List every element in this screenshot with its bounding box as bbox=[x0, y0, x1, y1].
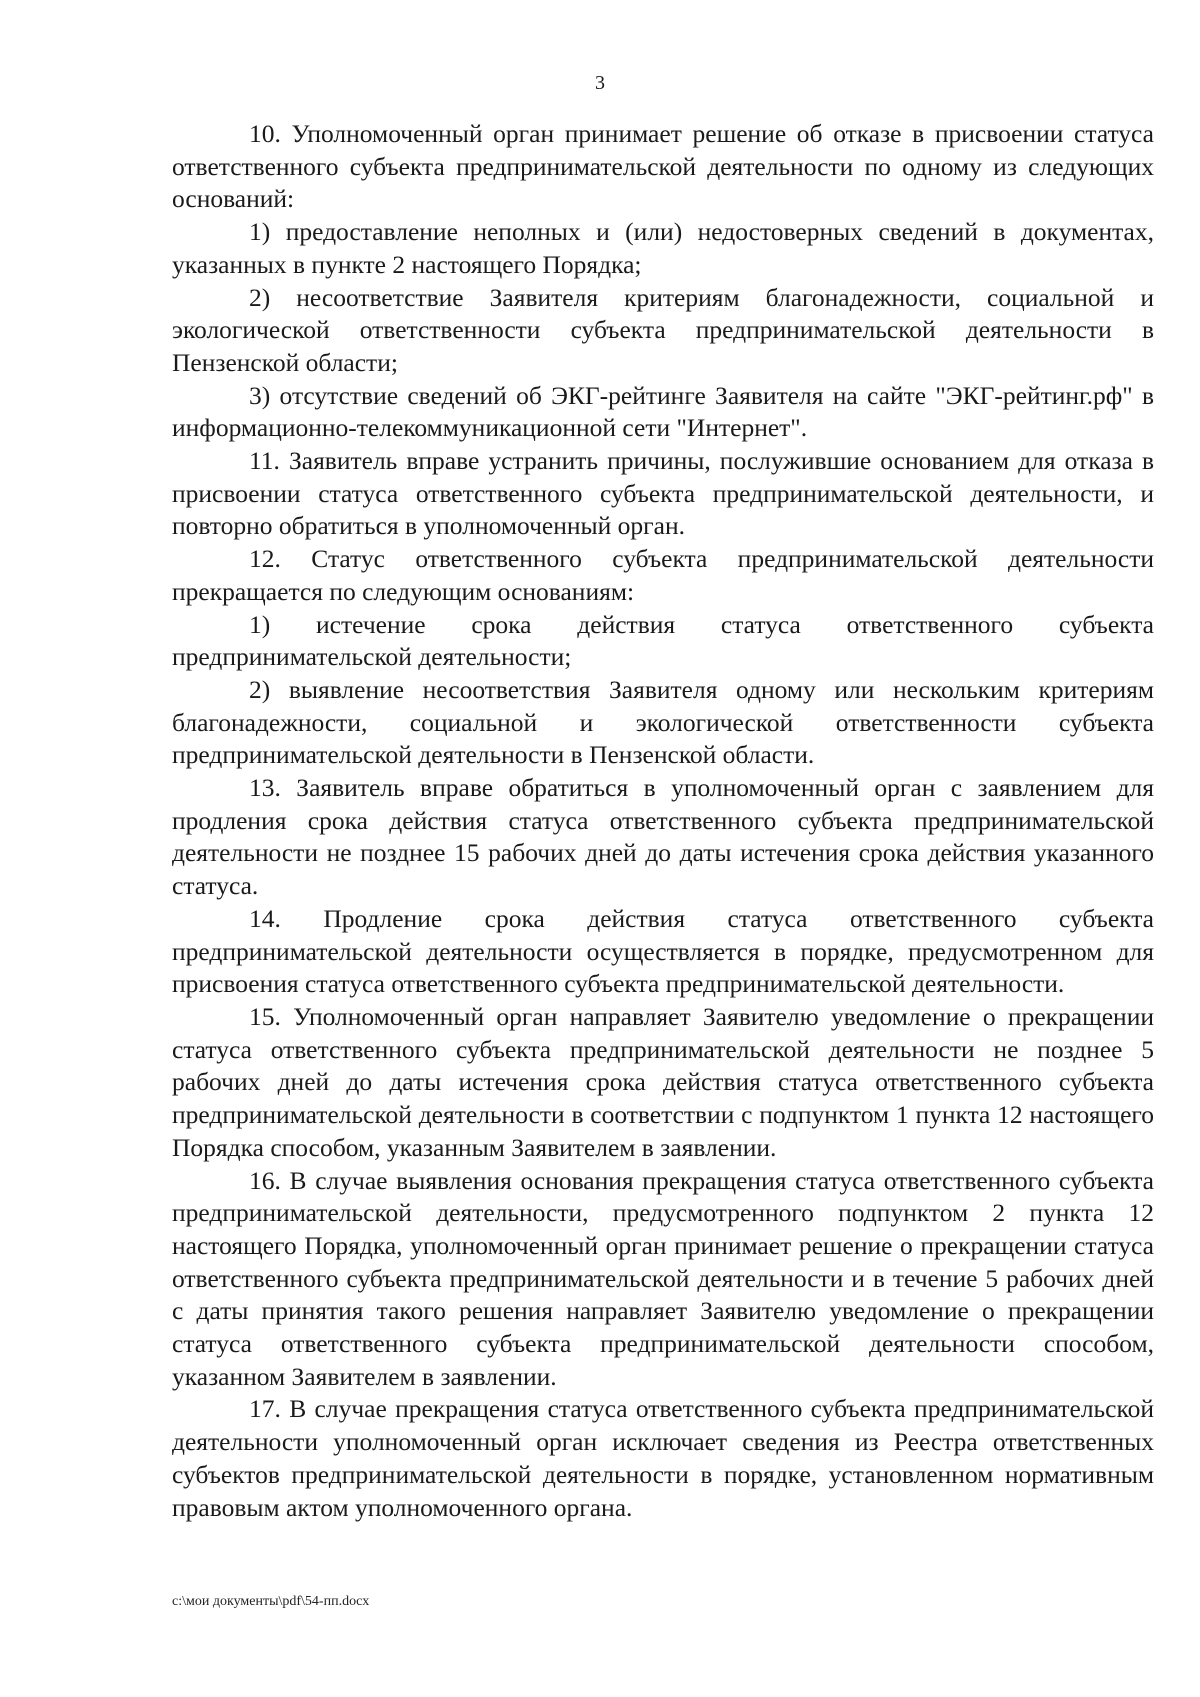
paragraph-17: 17. В случае прекращения статуса ответственного субъекта предпринимательской деятельности уполномоченный орган исключает сведения из Реестра ответственных субъектов предпринимательской деятельности в порядке, установленном нормативным правовым актом уполномоченного органа. bbox=[172, 1394, 1154, 1522]
paragraph-14: 14. Продление срока действия статуса ответственного субъекта предпринимательской деятельности осуществляется в порядке, предусмотренном для присвоения статуса ответственного субъекта предпринимательской деятельности. bbox=[172, 903, 1154, 999]
document-body bbox=[172, 118, 1154, 1524]
paragraph-10-item-2: 2) несоответствие Заявителя критериям благонадежности, социальной и экологической ответственности субъекта предпринимательской деятельности в Пензенской области; bbox=[172, 282, 1154, 377]
paragraph-12-item-1: 1) истечение срока действия статуса ответственного субъекта предпринимательской деятельности; bbox=[172, 609, 1154, 672]
paragraph-12-item-2: 2) выявление несоответствия Заявителя одному или нескольким критериям благонадежности, социальной и экологической ответственности субъекта предпринимательской деятельности в Пензенской области. bbox=[172, 674, 1154, 770]
file-path-footer: c:\мои документы\pdf\54-пп.docx bbox=[172, 1594, 370, 1609]
page-number: 3 bbox=[595, 72, 605, 94]
paragraph-10-item-3: 3) отсутствие сведений об ЭКГ-рейтинге Заявителя на сайте "ЭКГ-рейтинг.рф" в информационно-телекоммуникационной сети "Интернет". bbox=[172, 380, 1154, 443]
paragraph-11: 11. Заявитель вправе устранить причины, послужившие основанием для отказа в присвоении статуса ответственного субъекта предпринимательской деятельности, и повторно обратиться в уполномоченный орган. bbox=[172, 446, 1154, 541]
paragraph-10: 10. Уполномоченный орган принимает решение об отказе в присвоении статуса ответственного субъекта предпринимательской деятельности по одному из следующих оснований: bbox=[172, 119, 1154, 214]
paragraph-13: 13. Заявитель вправе обратиться в уполномоченный орган с заявлением для продления срока действия статуса ответственного субъекта предпринимательской деятельности не позднее 15 рабочих дней до даты истечения срока действия указанного статуса. bbox=[172, 773, 1154, 901]
paragraph-10-item-1: 1) предоставление неполных и (или) недостоверных сведений в документах, указанных в пункте 2 настоящего Порядка; bbox=[172, 217, 1154, 279]
paragraph-15: 15. Уполномоченный орган направляет Заявителю уведомление о прекращении статуса ответственного субъекта предпринимательской деятельности не позднее 5 рабочих дней до даты истечения срока действия статуса ответственного субъекта предпринимательской деятельности в соответствии с подпунктом 1 пункта 12 настоящего Порядка способом, указанным Заявителем в заявлении. bbox=[172, 1001, 1154, 1162]
paragraph-12: 12. Статус ответственного субъекта предпринимательской деятельности прекращается по следующим основаниям: bbox=[172, 544, 1154, 606]
paragraph-16: 16. В случае выявления основания прекращения статуса ответственного субъекта предпринимательской деятельности, предусмотренного подпунктом 2 пункта 12 настоящего Порядка, уполномоченный орган принимает решение о прекращении статуса ответственного субъекта предпринимательской деятельности и в течение 5 рабочих дней с даты принятия такого решения направляет Заявителю уведомление о прекращении статуса ответственного субъекта предпринимательской деятельности способом, указанном Заявителем в заявлении. bbox=[172, 1165, 1154, 1391]
